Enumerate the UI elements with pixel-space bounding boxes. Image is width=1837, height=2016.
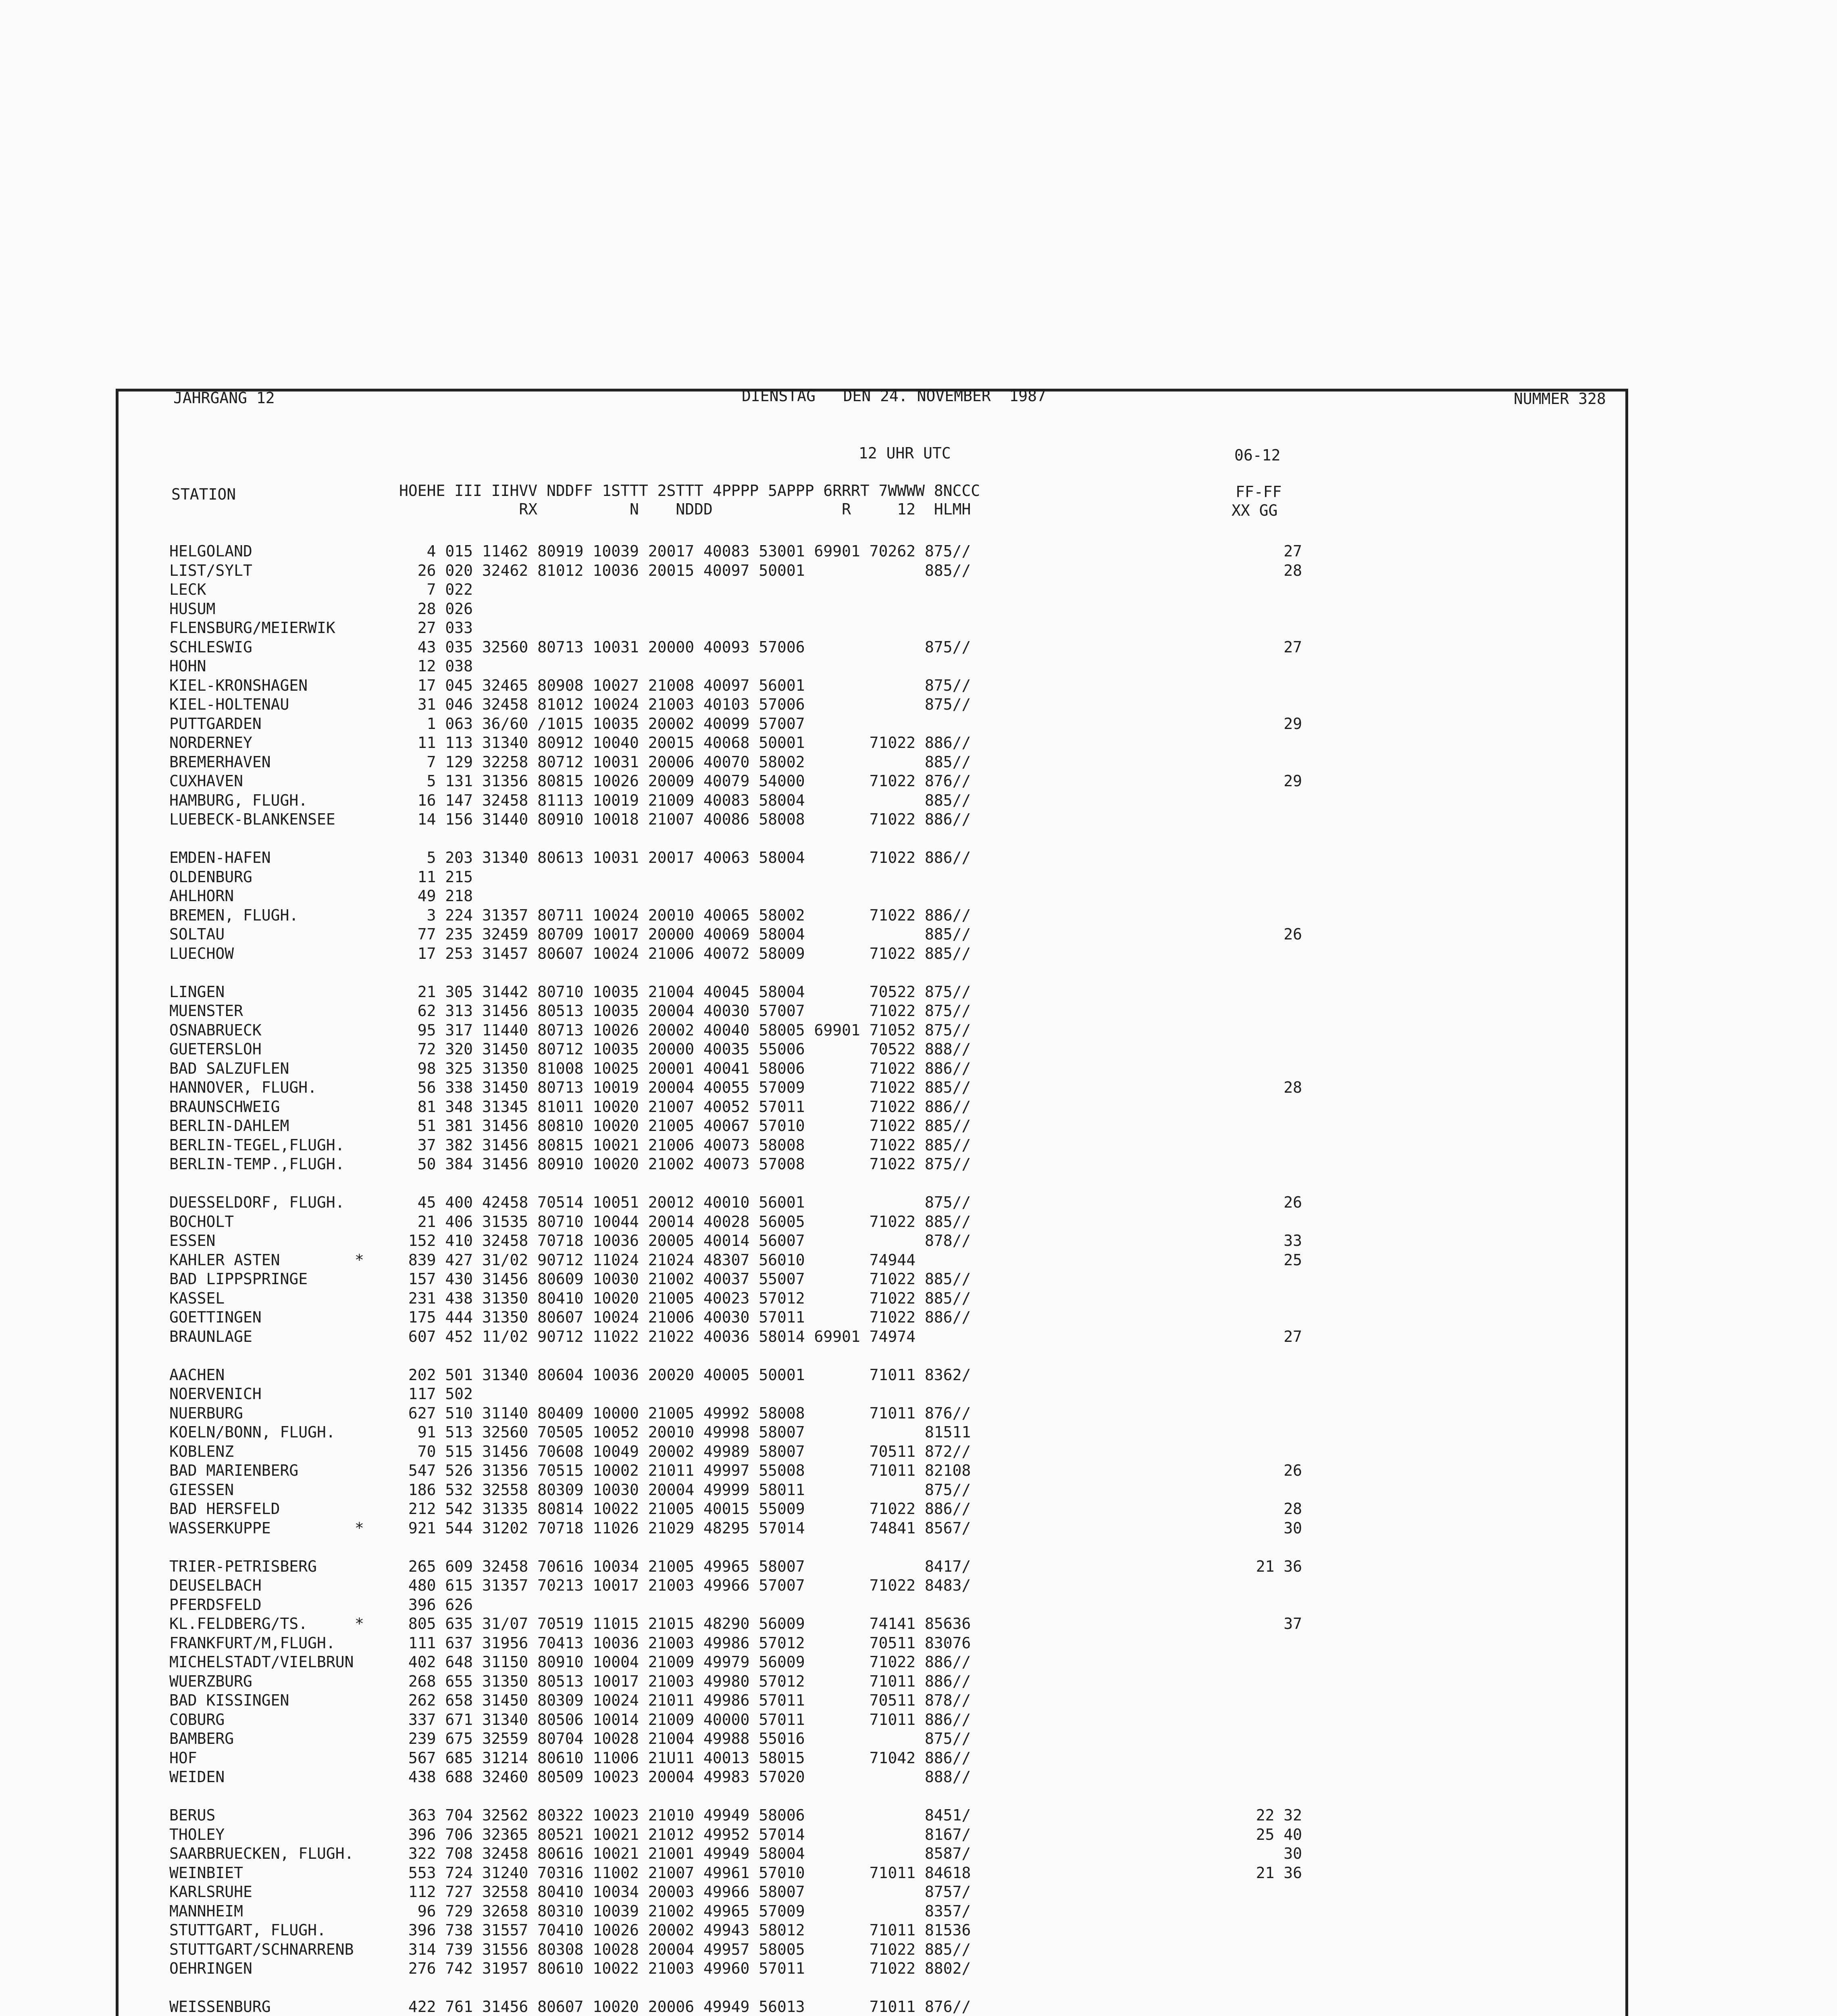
wind-gust: 29 [1256,715,1302,733]
station-name: GUETERSLOH [169,1040,262,1058]
station-data: 45 400 42458 70514 10051 20012 40010 56001 875// [399,1193,971,1211]
wind-gust: 26 [1256,925,1302,943]
station-name: KIEL-KRONSHAGEN [169,677,308,694]
station-name: WEINBIET [169,1864,243,1882]
station-data: 27 033 [399,619,473,637]
wind-gust: 26 [1256,1462,1302,1479]
station-name: WUERZBURG [169,1672,252,1690]
station-name: PFERDSFELD [169,1596,262,1614]
station-name: OEHRINGEN [169,1960,252,1977]
station-name: SCHLESWIG [169,638,252,656]
station-name: KASSEL [169,1289,225,1307]
station-data: 16 147 32458 81113 10019 21009 40083 58004 885// [399,791,971,809]
station-name: KOELN/BONN, FLUGH. [169,1423,335,1441]
mountain-station-marker: * [355,1251,364,1269]
station-data: 62 313 31456 80513 10035 20004 40030 57007 71022 875// [399,1002,971,1020]
station-name: BREMERHAVEN [169,753,271,771]
station-data: 14 156 31440 80910 10018 21007 40086 58008 71022 886// [399,810,971,828]
station-data: 314 739 31556 80308 10028 20004 49957 58005 71022 885// [399,1941,971,1958]
station-name: NORDERNEY [169,734,252,752]
station-data: 31 046 32458 81012 10024 21003 40103 57006 875// [399,696,971,713]
station-name: BOCHOLT [169,1213,234,1231]
station-data: 402 648 31150 80910 10004 21009 49979 56009 71022 886// [399,1653,971,1671]
station-data: 276 742 31957 80610 10022 21003 49960 57011 71022 8802/ [399,1960,971,1977]
wind-gust: 29 [1256,772,1302,790]
column-header-station: STATION [171,485,236,503]
station-name: BAD LIPPSPRINGE [169,1270,308,1288]
station-name: LINGEN [169,983,225,1001]
station-name: HANNOVER, FLUGH. [169,1079,317,1096]
wind-gust: 30 [1256,1519,1302,1537]
wind-gust: 27 [1256,1328,1302,1345]
station-data: 268 655 31350 80513 10017 21003 49980 57012 71011 886// [399,1672,971,1690]
station-data: 11 113 31340 80912 10040 20015 40068 50001 71022 886// [399,734,971,752]
station-data: 56 338 31450 80713 10019 20004 40055 57009 71022 885// [399,1079,971,1096]
station-data: 77 235 32459 80709 10017 20000 40069 58004 885// [399,925,971,943]
station-data: 1 063 36/60 /1015 10035 20002 40099 57007 [399,715,805,733]
station-data: 95 317 11440 80713 10026 20002 40040 58005 69901 71052 875// [399,1021,971,1039]
station-name: BREMEN, FLUGH. [169,906,299,924]
station-name: BRAUNSCHWEIG [169,1098,280,1116]
station-data: 337 671 31340 80506 10014 21009 40000 57011 71011 886// [399,1711,971,1729]
station-data: 7 022 [399,581,473,598]
station-data: 186 532 32558 80309 10030 20004 49999 58011 875// [399,1481,971,1499]
station-data: 21 305 31442 80710 10035 21004 40045 58004 70522 875// [399,983,971,1001]
station-name: BAD KISSINGEN [169,1691,289,1709]
station-data: 5 131 31356 80815 10026 20009 40079 54000 71022 876// [399,772,971,790]
station-data: 72 320 31450 80712 10035 20000 40035 55006 70522 888// [399,1040,971,1058]
station-data: 262 658 31450 80309 10024 21011 49986 57011 70511 878// [399,1691,971,1709]
wind-gust: 21 36 [1256,1558,1302,1575]
station-data: 7 129 32258 80712 10031 20006 40070 58002 885// [399,753,971,771]
station-name: BERUS [169,1806,216,1824]
wind-gust: 21 36 [1256,1864,1302,1882]
wind-gust: 28 [1256,562,1302,579]
station-name: KAHLER ASTEN [169,1251,280,1269]
station-name: SOLTAU [169,925,225,943]
station-data: 422 761 31456 80607 10020 20006 49949 56013 71011 876// [399,1998,971,2016]
wind-gust: 25 40 [1256,1826,1302,1843]
station-name: HAMBURG, FLUGH. [169,791,308,809]
observation-time: 12 UHR UTC [859,444,951,462]
station-name: THOLEY [169,1826,225,1843]
station-data: 26 020 32462 81012 10036 20015 40097 50001 885// [399,562,971,579]
date-label: DIENSTAG DEN 24. NOVEMBER 1987 [742,387,1046,405]
wind-gust: 22 32 [1256,1806,1302,1824]
wind-gust: 28 [1256,1500,1302,1518]
station-name: BAMBERG [169,1730,234,1747]
station-name: HELGOLAND [169,542,252,560]
station-name: COBURG [169,1711,225,1729]
station-name: FRANKFURT/M,FLUGH. [169,1634,335,1652]
station-name: HOF [169,1749,197,1767]
station-data: 81 348 31345 81011 10020 21007 40052 57011 71022 886// [399,1098,971,1116]
station-data: 12 038 [399,657,473,675]
station-name: STUTTGART/SCHNARRENB [169,1941,354,1958]
station-data: 921 544 31202 70718 11026 21029 48295 57014 74841 8567/ [399,1519,971,1537]
station-data: 37 382 31456 80815 10021 21006 40073 58008 71022 885// [399,1136,971,1154]
station-data: 50 384 31456 80910 10020 21002 40073 57008 71022 875// [399,1155,971,1173]
station-name: ESSEN [169,1232,216,1250]
station-name: LIST/SYLT [169,562,252,579]
wind-gust: 28 [1256,1079,1302,1096]
station-data: 111 637 31956 70413 10036 21003 49986 57012 70511 83076 [399,1634,971,1652]
station-data: 547 526 31356 70515 10002 21011 49997 55008 71011 82108 [399,1462,971,1479]
station-data: 438 688 32460 80509 10023 20004 49983 57020 888// [399,1768,971,1786]
column-header-codes: HOEHE III IIHVV NDDFF 1STTT 2STTT 4PPPP 5APPP 6RRRT 7WWWW 8NCCC [399,482,980,500]
wind-gust: 25 [1256,1251,1302,1269]
wind-gust: 27 [1256,638,1302,656]
station-data: 607 452 11/02 90712 11022 21022 40036 58014 69901 74974 [399,1328,916,1345]
station-name: BAD MARIENBERG [169,1462,299,1479]
station-name: DUESSELDORF, FLUGH. [169,1193,345,1211]
station-data: 96 729 32658 80310 10039 21002 49965 57009 8357/ [399,1902,971,1920]
station-name: HOHN [169,657,206,675]
station-name: SAARBRUECKEN, FLUGH. [169,1845,354,1862]
station-data: 396 626 [399,1596,473,1614]
station-name: LUEBECK-BLANKENSEE [169,810,335,828]
station-data: 157 430 31456 80609 10030 21002 40037 55007 71022 885// [399,1270,971,1288]
station-name: CUXHAVEN [169,772,243,790]
station-data: 49 218 [399,887,473,905]
wind-gust: 27 [1256,542,1302,560]
station-data: 627 510 31140 80409 10000 21005 49992 58008 71011 876// [399,1404,971,1422]
station-data: 28 026 [399,600,473,618]
station-data: 231 438 31350 80410 10020 21005 40023 57012 71022 885// [399,1289,971,1307]
station-name: GIESSEN [169,1481,234,1499]
station-name: KARLSRUHE [169,1883,252,1901]
station-name: KOBLENZ [169,1443,234,1460]
station-name: WEIDEN [169,1768,225,1786]
station-name: KIEL-HOLTENAU [169,696,289,713]
station-data: 43 035 32560 80713 10031 20000 40093 57006 875// [399,638,971,656]
wind-gust: 33 [1256,1232,1302,1250]
column-header-xxgg: XX GG [1232,502,1278,519]
station-name: GOETTINGEN [169,1308,262,1326]
station-data: 265 609 32458 70616 10034 21005 49965 58007 8417/ [399,1558,971,1575]
station-data: 480 615 31357 70213 10017 21003 49966 57007 71022 8483/ [399,1577,971,1594]
station-name: NOERVENICH [169,1385,262,1403]
station-data: 553 724 31240 70316 11002 21007 49961 57010 71011 84618 [399,1864,971,1882]
station-name: HUSUM [169,600,216,618]
wind-gust: 26 [1256,1193,1302,1211]
column-header-subcodes: RX N NDDD R 12 HLMH [399,500,971,518]
station-data: 5 203 31340 80613 10031 20017 40063 58004 71022 886// [399,849,971,866]
volume-label: JAHRGANG 12 [173,389,275,407]
station-data: 91 513 32560 70505 10052 20010 49998 58007 81511 [399,1423,971,1441]
station-data: 51 381 31456 80810 10020 21005 40067 57010 71022 885// [399,1117,971,1135]
station-name: KL.FELDBERG/TS. [169,1615,308,1633]
station-name: WEISSENBURG [169,1998,271,2016]
mountain-station-marker: * [355,1519,364,1537]
station-name: MICHELSTADT/VIELBRUN [169,1653,354,1671]
station-data: 212 542 31335 80814 10022 21005 40015 55009 71022 886// [399,1500,971,1518]
station-name: FLENSBURG/MEIERWIK [169,619,335,637]
station-name: BAD SALZUFLEN [169,1060,289,1077]
station-data: 98 325 31350 81008 10025 20001 40041 58006 71022 886// [399,1060,971,1077]
station-data: 112 727 32558 80410 10034 20003 49966 58007 8757/ [399,1883,971,1901]
station-data: 21 406 31535 80710 10044 20014 40028 56005 71022 885// [399,1213,971,1231]
period-label: 06-12 [1234,446,1281,464]
station-name: LUECHOW [169,945,234,962]
station-data: 567 685 31214 80610 11006 21U11 40013 58015 71042 886// [399,1749,971,1767]
station-name: BERLIN-TEMP.,FLUGH. [169,1155,345,1173]
station-data: 322 708 32458 80616 10021 21001 49949 58004 8587/ [399,1845,971,1862]
issue-number: NUMMER 328 [1514,390,1606,408]
station-name: MANNHEIM [169,1902,243,1920]
station-data: 4 015 11462 80919 10039 20017 40083 53001 69901 70262 875// [399,542,971,560]
station-data: 70 515 31456 70608 10049 20002 49989 58007 70511 872// [399,1443,971,1460]
station-name: DEUSELBACH [169,1577,262,1594]
station-name: STUTTGART, FLUGH. [169,1921,326,1939]
station-name: NUERBURG [169,1404,243,1422]
station-name: TRIER-PETRISBERG [169,1558,317,1575]
station-data: 239 675 32559 80704 10028 21004 49988 55016 875// [399,1730,971,1747]
station-data: 202 501 31340 80604 10036 20020 40005 50001 71011 8362/ [399,1366,971,1384]
station-name: OLDENBURG [169,868,252,886]
station-name: BERLIN-TEGEL,FLUGH. [169,1136,345,1154]
station-data: 17 253 31457 80607 10024 21006 40072 58009 71022 885// [399,945,971,962]
station-name: LECK [169,581,206,598]
station-name: PUTTGARDEN [169,715,262,733]
wind-gust: 30 [1256,1845,1302,1862]
station-data: 17 045 32465 80908 10027 21008 40097 56001 875// [399,677,971,694]
station-data: 175 444 31350 80607 10024 21006 40030 57011 71022 886// [399,1308,971,1326]
station-name: AHLHORN [169,887,234,905]
station-name: AACHEN [169,1366,225,1384]
station-data: 396 738 31557 70410 10026 20002 49943 58012 71011 81536 [399,1921,971,1939]
station-data: 152 410 32458 70718 10036 20005 40014 56007 878// [399,1232,971,1250]
wind-gust: 37 [1256,1615,1302,1633]
station-data: 117 502 [399,1385,473,1403]
station-name: OSNABRUECK [169,1021,262,1039]
station-name: BAD HERSFELD [169,1500,280,1518]
station-data: 805 635 31/07 70519 11015 21015 48290 56009 74141 85636 [399,1615,971,1633]
station-data: 363 704 32562 80322 10023 21010 49949 58006 8451/ [399,1806,971,1824]
station-data: 396 706 32365 80521 10021 21012 49952 57014 8167/ [399,1826,971,1843]
column-header-ff: FF-FF [1236,483,1282,501]
station-data: 3 224 31357 80711 10024 20010 40065 58002 71022 886// [399,906,971,924]
station-name: EMDEN-HAFEN [169,849,271,866]
station-name: WASSERKUPPE [169,1519,271,1537]
mountain-station-marker: * [355,1615,364,1633]
station-name: BRAUNLAGE [169,1328,252,1345]
station-data: 11 215 [399,868,473,886]
station-name: MUENSTER [169,1002,243,1020]
station-name: BERLIN-DAHLEM [169,1117,289,1135]
station-data: 839 427 31/02 90712 11024 21024 48307 56010 74944 [399,1251,916,1269]
